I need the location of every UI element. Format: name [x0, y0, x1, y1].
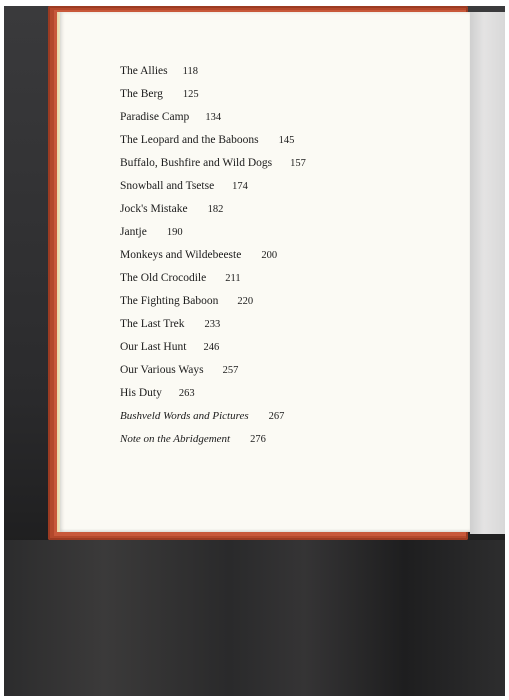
- toc-entry-title: Jock's Mistake: [120, 203, 188, 215]
- toc-entry: [120, 202, 223, 217]
- toc-entry-title: The Old Crocodile: [120, 272, 207, 284]
- toc-entry: [120, 248, 277, 263]
- table-surface: [4, 540, 505, 696]
- toc-entry-page: 233: [204, 319, 221, 330]
- toc-entry-title: The Last Trek: [120, 318, 185, 330]
- toc-entry-page: 174: [232, 181, 248, 192]
- toc-entry-page: 220: [237, 296, 254, 307]
- adjacent-page-edge: [470, 12, 505, 534]
- toc-entry-page: 118: [182, 66, 198, 77]
- toc-entry-title: His Duty: [120, 387, 162, 399]
- toc-entry: [120, 363, 238, 378]
- toc-entry-page: 246: [203, 342, 220, 353]
- toc-entry: [120, 110, 221, 125]
- toc-entry-appendix: [120, 432, 266, 447]
- toc-entry-page: 145: [278, 135, 295, 146]
- toc-entry-title: Jantje: [120, 226, 147, 238]
- toc-entry-page: 211: [225, 273, 241, 284]
- toc-entry: [120, 64, 198, 79]
- toc-entry-title: The Berg: [120, 88, 163, 100]
- toc-entry-page: 267: [268, 411, 285, 422]
- toc-entry: [120, 133, 294, 148]
- toc-entry-page: 257: [222, 365, 239, 376]
- toc-entry-page: 200: [261, 250, 278, 261]
- toc-entry: [120, 317, 220, 332]
- toc-entry-title: Snowball and Tsetse: [120, 180, 215, 192]
- toc-entry: [120, 340, 219, 355]
- toc-entry-title: Monkeys and Wildebeeste: [120, 249, 242, 261]
- toc-entry: [120, 386, 195, 401]
- toc-entry-page: 157: [290, 158, 306, 169]
- toc-entry-title: Buffalo, Bushfire and Wild Dogs: [120, 157, 273, 169]
- toc-entry-page: 190: [166, 227, 183, 238]
- toc-entry-page: 263: [178, 388, 195, 399]
- toc-entry: [120, 225, 183, 240]
- toc-entry: [120, 294, 253, 309]
- toc-entry-title: Note on the Abridgement: [120, 433, 231, 445]
- toc-entry-page: 125: [182, 89, 199, 100]
- toc-entry-page: 276: [250, 434, 266, 445]
- toc-entry: [120, 271, 241, 286]
- toc-entry-title: The Fighting Baboon: [120, 295, 219, 307]
- toc-entry-title: The Leopard and the Baboons: [120, 134, 259, 146]
- toc-entry-title: Paradise Camp: [120, 111, 190, 123]
- toc-entry: [120, 179, 248, 194]
- toc-entry-appendix: [120, 409, 284, 424]
- toc-entry-title: Our Last Hunt: [120, 341, 187, 353]
- toc-entry-title: Bushveld Words and Pictures: [120, 410, 249, 422]
- toc-entry-title: The Allies: [120, 65, 168, 77]
- toc-entry: [120, 156, 306, 171]
- toc-entry-title: Our Various Ways: [120, 364, 204, 376]
- toc-entry: [120, 87, 199, 102]
- toc-entry-page: 134: [205, 112, 222, 123]
- toc-entry-page: 182: [207, 204, 224, 215]
